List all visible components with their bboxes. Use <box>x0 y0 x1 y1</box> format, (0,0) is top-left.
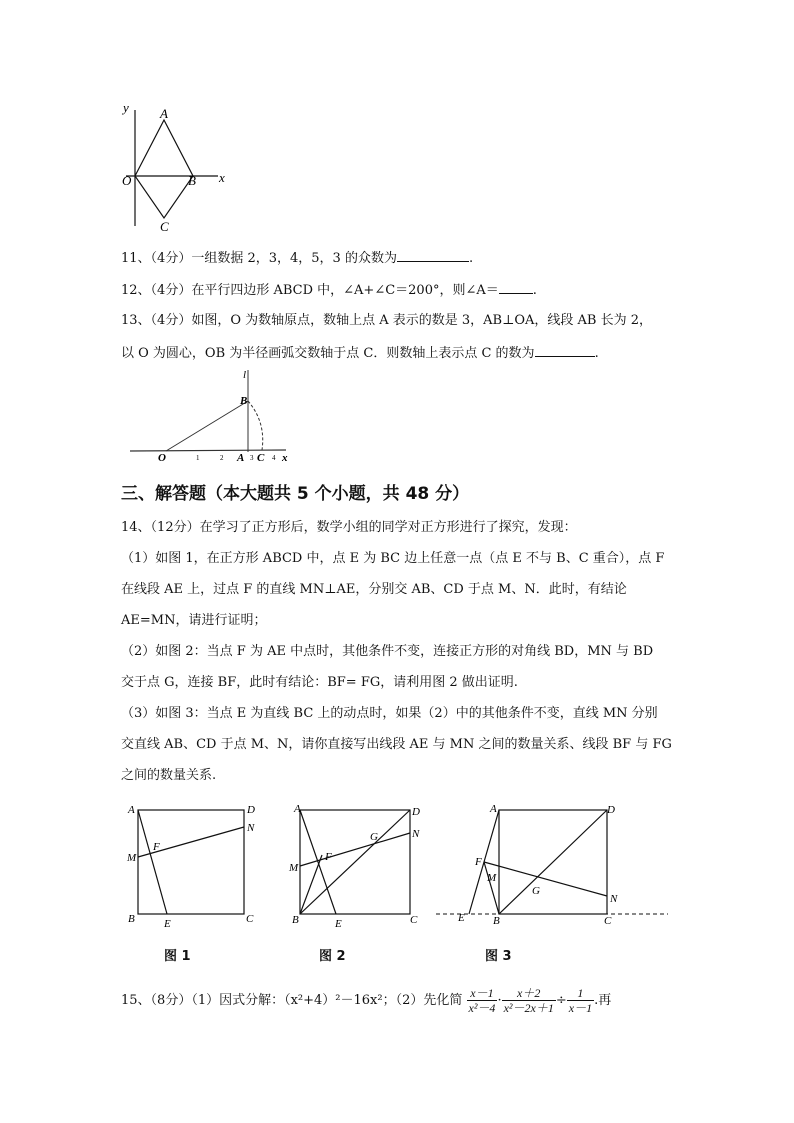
question-14-line-5: （2）如图 2：当点 F 为 AE 中点时，其他条件不变，连接正方形的对角线 BD，MN 与 BD <box>121 644 654 659</box>
label-B: B <box>128 913 135 925</box>
label-G: G <box>532 885 540 897</box>
label-D: D <box>607 804 615 816</box>
question-13-line-1: 13、（4分）如图，O 为数轴原点，数轴上点 A 表示的数是 3，AB⊥OA，线段 AB 长为 2， <box>121 313 652 328</box>
label-N: N <box>610 893 618 905</box>
question-14-line-3: 在线段 AE 上，过点 F 的直线 MN⊥AE，分别交 AB、CD 于点 M、N．此时，有结论 <box>121 582 627 597</box>
number-line-figure <box>126 364 298 464</box>
label-C: C <box>160 219 169 234</box>
tick-1: 1 <box>196 454 200 462</box>
answer-blank <box>397 247 469 262</box>
label-C: C <box>246 913 254 925</box>
question-14-line-7: （3）如图 3：当点 E 为直线 BC 上的动点时，如果（2）中的其他条件不变，直线 MN 分别 <box>121 706 658 721</box>
label-A: A <box>128 804 135 816</box>
question-14-line-8: 交直线 AB、CD 于点 M、N，请你直接写出线段 AE 与 MN 之间的数量关系、线段 BF 与 FG <box>121 737 672 752</box>
question-14-line-1: 14、（12分）在学习了正方形后，数学小组的同学对正方形进行了探究，发现： <box>121 520 577 535</box>
tick-2: 2 <box>220 454 224 462</box>
label-N: N <box>412 828 420 840</box>
label-F: F <box>325 851 332 863</box>
label-A: A <box>294 803 301 815</box>
label-A: A <box>237 452 245 464</box>
fraction-2: $\frac{x+2}{\text{x²－2x＋1}}$ <box>503 986 554 1015</box>
label-C: C <box>604 915 612 927</box>
rhombus-figure <box>118 98 238 234</box>
label-B: B <box>188 173 196 188</box>
tick-4: 4 <box>272 454 276 462</box>
label-O: O <box>158 452 166 464</box>
label-C: C <box>410 914 418 926</box>
label-M: M <box>127 852 137 864</box>
label-N: N <box>247 822 255 834</box>
label-E: E <box>164 918 171 930</box>
label-l: l <box>243 369 247 381</box>
question-13-line-2: 以 O 为圆心，OB 为半径画弧交数轴于点 C．则数轴上表示点 C 的数为 . <box>121 342 599 364</box>
label-F: F <box>153 841 160 853</box>
label-E: E <box>458 912 465 924</box>
label-A: A <box>160 106 168 121</box>
axis-y-label: y <box>123 100 129 115</box>
answer-blank <box>499 279 533 294</box>
label-F: F <box>475 856 482 868</box>
answer-blank <box>535 342 595 357</box>
label-M: M <box>487 872 497 884</box>
label-x: x <box>282 452 288 464</box>
question-14-line-6: 交于点 G，连接 BF，此时有结论：BF= FG，请利用图 2 做出证明. <box>121 675 518 690</box>
figure-1-caption: 图 1 <box>164 949 191 964</box>
figure-3 <box>432 800 672 930</box>
figure-2-caption: 图 2 <box>319 949 346 964</box>
label-D: D <box>412 806 420 818</box>
label-E: E <box>335 918 342 930</box>
question-14-line-9: 之间的数量关系. <box>121 768 217 783</box>
figure-3-caption: 图 3 <box>485 949 512 964</box>
label-C: C <box>257 452 265 464</box>
figure-2 <box>286 800 436 930</box>
label-O: O <box>122 173 132 188</box>
fraction-3: $\frac{1}{x-1}$ <box>568 986 593 1015</box>
fraction-1: $\frac{x-1}{\text{x²－4}}$ <box>468 986 496 1015</box>
question-12: 12、（4分）在平行四边形 ABCD 中，∠A+∠C＝200°，则∠A＝ . <box>121 279 537 301</box>
tick-3: 3 <box>250 454 254 462</box>
label-M: M <box>289 862 299 874</box>
axis-x-label: x <box>219 170 225 185</box>
label-G: G <box>370 831 378 843</box>
question-14-line-2: （1）如图 1，在正方形 ABCD 中，点 E 为 BC 边上任意一点（点 E 不与 B、C 重合），点 F <box>121 551 665 566</box>
label-B: B <box>493 915 500 927</box>
label-D: D <box>247 804 255 816</box>
question-14-line-4: AE=MN，请进行证明； <box>121 613 267 628</box>
figure-1 <box>122 800 272 930</box>
question-15: 15、（8分）（1）因式分解：（x²+4）²－16x²；（2）先化简 $\frac{x-1}{\text{x²－4}}$ · $\frac{x+2}{\text{x²－2x＋1}}$ ÷ $\frac{1}{x-1}$ .再 <box>121 986 612 1015</box>
section-heading: 三、解答题（本大题共 5 个小题，共 48 分） <box>121 484 470 504</box>
question-11: 11、（4分）一组数据 2，3，4，5，3 的众数为 . <box>121 247 473 269</box>
label-A: A <box>490 803 497 815</box>
label-B: B <box>292 914 299 926</box>
label-B: B <box>240 395 248 407</box>
